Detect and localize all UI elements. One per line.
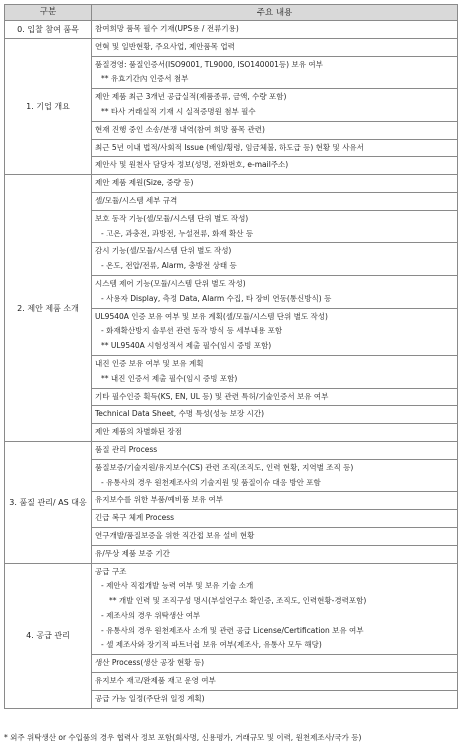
content-cell [92,157,458,175]
item-text: 감시 기능(셀/모듈/시스템 단위 별도 작성) [95,246,232,256]
content-cell [92,275,458,308]
item-text: 긴급 복구 체계 Process [95,513,175,523]
item-text: 공급 가능 일정(주단위 일정 계획) [95,693,205,703]
content-cell [92,139,458,157]
item-text: 연혁 및 일반현황, 주요사업, 제안품목 업력 [95,41,235,51]
content-cell [92,690,458,708]
sub-item-text: - 제조사의 경우 위탁생산 여부 [101,610,201,620]
item-text: 현재 진행 중인 소송/분쟁 내역(참여 희망 품목 관련) [95,124,265,134]
item-text: 기타 필수인증 획득(KS, EN, UL 등) 및 관련 특허/기술인증서 보유 여부 [95,391,329,401]
header-category: 구분 [5,5,92,21]
item-text: 참여희망 품목 필수 기재(UPS용 / 전류기용) [95,24,239,33]
content-cell [92,21,458,39]
table-row [5,21,458,39]
content-cell [92,545,458,563]
content-cell [92,355,458,388]
requirements-table-container [4,4,458,709]
content-cell [92,56,458,89]
content-cell [92,406,458,424]
item-text: 공급 구조 [95,566,127,576]
requirements-table [4,4,458,709]
section-category: 2. 제안 제품 소개 [5,175,92,442]
sub-item-text: ** 유효기간內 인증서 첨부 [101,74,189,84]
item-text: 연구개발/품질보증을 위한 직간접 보유 설비 현황 [95,530,255,540]
item-text: 품질 관리 Process [95,444,158,454]
item-text: Technical Data Sheet, 수명 특성(성능 보장 시간) [95,409,265,419]
sub-item-text: ** 내진 인증서 제출 필수(임시 증빙 포함) [101,373,238,383]
content-cell [92,441,458,459]
sub-item-text: ** UL9540A 시험성적서 제출 필수(임시 증빙 포함) [101,341,272,351]
content-cell [92,175,458,193]
content-cell [92,563,458,655]
sub-item-text: ** 개발 인력 및 조직구성 명시(부설연구소 확인증, 조직도, 인력현황-경력포함) [109,596,367,606]
item-text: 유/무상 제품 보증 기간 [95,548,170,558]
sub-item-text: - 제안사 직접개발 능력 여부 및 보유 기술 소개 [101,581,254,591]
item-text: 셀/모듈/시스템 세부 규격 [95,195,178,205]
table-header-row [5,5,458,21]
item-text: 내진 인증 보유 여부 및 보유 계획 [95,358,204,368]
content-cell [92,492,458,510]
header-content: 주요 내용 [92,5,458,21]
item-text: 생산 Process(생산 공장 현황 등) [95,658,205,668]
content-cell [92,388,458,406]
section-category: 0. 입찰 참여 품목 [5,21,92,39]
content-cell [92,308,458,355]
item-text: 제안 제품 최근 3개년 공급실적(제품종류, 금액, 수량 포함) [95,92,287,102]
section-category: 1. 기업 개요 [5,38,92,174]
content-cell [92,424,458,442]
content-cell [92,673,458,691]
table-row [5,38,458,56]
sub-item-text: - 화재확산방지 솔루션 관련 동작 방식 등 세부내용 포함 [101,326,283,336]
content-cell [92,459,458,492]
table-row [5,563,458,655]
item-text: 시스템 제어 기능(모듈/시스템 단위 별도 작성) [95,278,246,288]
sub-item-text: - 고온, 과충전, 과방전, 누설전류, 화재 확산 등 [101,228,254,238]
sub-item-text: - 유통사의 경우 원천제조사 소개 및 관련 공급 License/Certification 보유 여부 [101,625,364,635]
sub-item-text: - 사용자 Display, 측정 Data, Alarm 수집, 타 장비 연동(통신방식) 등 [101,293,332,303]
table-row [5,441,458,459]
item-text: 품질경영: 품질인증서(ISO9001, TL9000, ISO140001등) 보유 여부 [95,59,323,69]
sub-item-text: ** 타사 거래실적 기재 시 실적증명원 첨부 필수 [101,106,256,116]
item-text: 유지보수를 위한 부품/예비품 보유 여부 [95,495,223,505]
item-text: 최근 5년 이내 법적/사회적 Issue (배임/횡령, 임금체불, 하도급 등) 현황 및 사유서 [95,142,364,152]
item-text: 품질보증/기술지원/유지보수(CS) 관련 조직(조직도, 인력 현황, 지역별 조직 등) [95,462,354,472]
content-cell [92,655,458,673]
content-cell [92,510,458,528]
item-text: 유지보수 재고/완제품 재고 운영 여부 [95,676,216,686]
item-text: 보호 동작 기능(셀/모듈/시스템 단위 별도 작성) [95,213,249,223]
footnote: * 외주 위탁생산 or 수입품의 경우 협력사 정보 포함(회사명, 신용평가, 거래규모 및 이력, 원천제조사/국가 등) [4,733,362,742]
sub-item-text: - 온도, 전압/전류, Alarm, 충방전 상태 등 [101,261,237,271]
content-cell [92,89,458,122]
table-row [5,175,458,193]
content-cell [92,527,458,545]
content-cell [92,38,458,56]
content-cell [92,210,458,243]
item-text: 제안 제품의 차별화된 장점 [95,427,182,437]
sub-item-text: - 셀 제조사와 장기적 파트너쉽 보유 여부(제조사, 유통사 모두 해당) [101,640,322,650]
content-cell [92,121,458,139]
item-text: 제안사 및 원천사 담당자 정보(성명, 전화번호, e-mail주소) [95,160,289,170]
content-cell [92,243,458,276]
item-text: 제안 제품 제원(Size, 중량 등) [95,178,194,188]
section-category: 3. 품질 관리/ AS 대응 [5,441,92,563]
content-cell [92,192,458,210]
section-category: 4. 공급 관리 [5,563,92,708]
item-text: UL9540A 인증 보유 여부 및 보유 계획(셀/모듈/시스템 단위 별도 작성) [95,311,328,321]
sub-item-text: - 유통사의 경우 원천제조사의 기술지원 및 품질이슈 대응 방안 포함 [101,477,321,487]
